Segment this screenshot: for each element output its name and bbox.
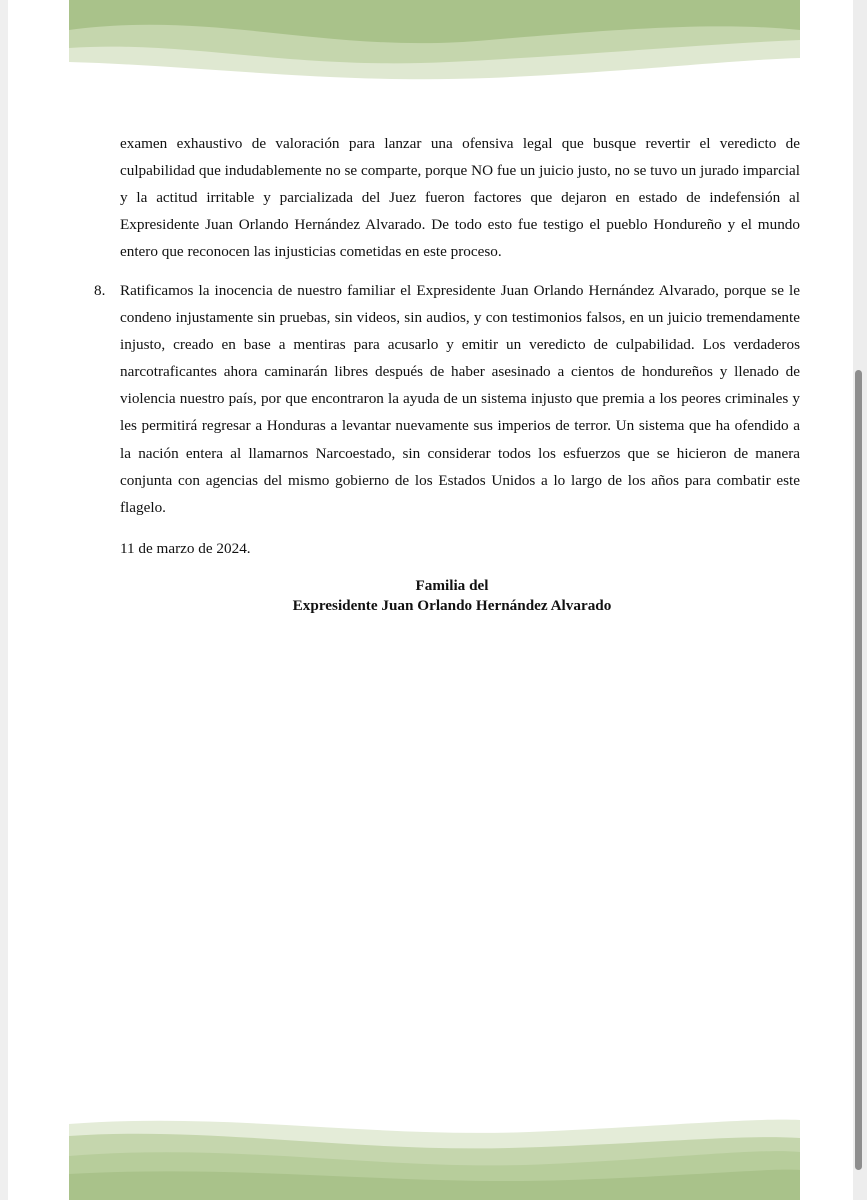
paragraph-continuation: examen exhaustivo de valoración para lanzar una ofensiva legal que busque revertir el veredicto de culpabilidad que indudablemente no se comparte, porque NO fue un juicio justo, no se tuvo un jurado imparcial y la actitud irritable y parcializada del Juez fueron factores que dejaron en estado de indefensión al Expresidente Juan Orlando Hernández Alvarado. De todo esto fue testigo el pueblo Hondureño y el mundo entero que reconocen las injusticias cometidas en este proceso. (120, 135, 800, 261)
signature-line-1: Familia del (415, 577, 489, 594)
document-page (8, 0, 853, 1200)
signature-line-2: Expresidente Juan Orlando Hernández Alvarado (292, 597, 612, 614)
document-date: 11 de marzo de 2024. (120, 540, 251, 557)
scrollbar-track[interactable] (853, 0, 867, 1200)
viewer-left-edge (0, 0, 8, 1200)
header-wave-decoration (69, 0, 800, 84)
list-item-number: 8. (94, 282, 106, 299)
scrollbar-thumb[interactable] (855, 370, 862, 1170)
list-item-text: Ratificamos la inocencia de nuestro familiar el Expresidente Juan Orlando Hernández Alvarado, porque se le condeno injustamente sin pruebas, sin videos, sin audios, y con testimonios falsos, en un juicio tremendamente injusto, creado en base a mentiras para acusarlo y emitir un veredicto de culpabilidad. Los verdaderos narcotraficantes ahora caminarán libres después de haber asesinado a cientos de hondureños y llenado de violencia nuestro país, por que encontraron la ayuda de un sistema injusto que premia a los peores criminales y les permitirá regresar a Honduras a levantar nuevamente sus imperios de terror. Un sistema que ha ofendido a la nación entera al llamarnos Narcoestado, sin considerar todos los esfuerzos que se hicieron de manera conjunta con agencias del mismo gobierno de los Estados Unidos a lo largo de los años para combatir este flagelo. (120, 282, 800, 516)
signature-block (120, 576, 800, 616)
footer-wave-decoration (69, 1112, 800, 1200)
